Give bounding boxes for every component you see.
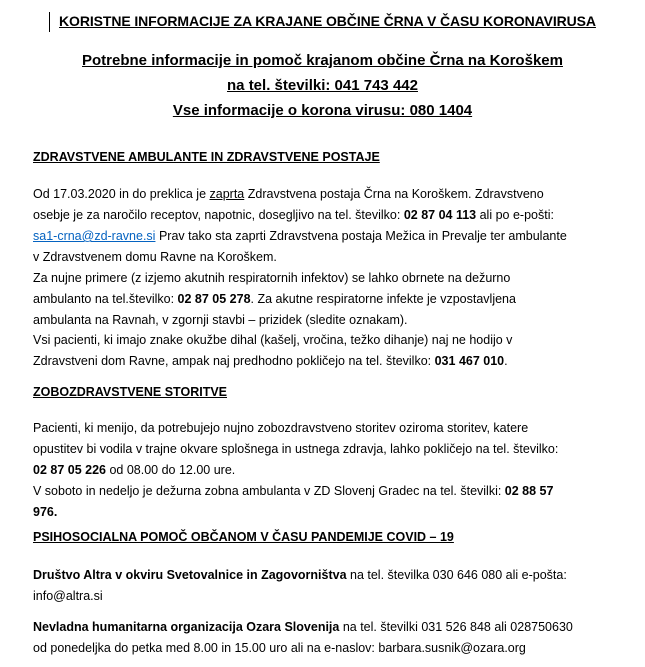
closed-word: zaprta (209, 187, 245, 201)
organization-name: Društvo Altra v okviru Svetovalnice in Zagovorništva (33, 568, 347, 582)
text-line: Vsi pacienti, ki imajo znake okužbe dihal (kašelj, vročina, težko dihanje) naj ne hodijo v (33, 333, 513, 347)
text-line: Pacienti, ki menijo, da potrebujejo nujno zobozdravstveno storitev oziroma storitev, katere (33, 421, 529, 435)
text-run: Prav tako sta zaprti Zdravstvena postaja Mežica in Prevalje ter ambulante (155, 229, 567, 243)
email-link[interactable]: sa1-crna@zd-ravne.si (33, 229, 156, 243)
phone-number: 02 87 05 278 (177, 292, 251, 306)
text-line (33, 460, 613, 481)
text-line (33, 617, 613, 638)
text-line (33, 481, 613, 502)
text-run: ali po e-pošti: (476, 208, 554, 222)
phone-number: 02 87 04 113 (403, 208, 477, 222)
phone-number: 02 87 05 226 (33, 463, 106, 477)
text-line: Za nujne primere (z izjemo akutnih respiratornih infektov) se lahko obrnete na dežurno (33, 271, 511, 285)
text-run: od 08.00 do 12.00 ure. (106, 463, 236, 477)
ambulante-paragraph-2 (33, 330, 613, 372)
heading-zobozdravstvene: ZOBOZDRAVSTVENE STORITVE (33, 385, 228, 399)
zobo-paragraph (33, 418, 613, 523)
text-line (33, 205, 613, 226)
text-run: . (504, 354, 508, 368)
text-run: V soboto in nedeljo je dežurna zobna ambulanta v ZD Slovenj Gradec na tel. številki: (33, 484, 505, 498)
phone-number: 02 88 57 (504, 484, 554, 498)
ambulante-paragraph-1 (33, 184, 613, 331)
text-run: Zdravstveni dom Ravne, ampak naj predhodno pokličejo na tel. številko: (33, 354, 435, 368)
heading-psihosocialna: PSIHOSOCIALNA POMOČ OBČANOM V ČASU PANDEMIJE COVID – 19 (33, 530, 454, 544)
text-run: . Za akutne respiratorne infekte je vzpostavljena (250, 292, 516, 306)
text-run: na tel. številka 030 646 080 ali e-pošta: (346, 568, 567, 582)
text-run: Od 17.03.2020 in do preklica je (33, 187, 210, 201)
text-line: od ponedeljka do petka med 8.00 in 15.00 uro ali na e-naslov: barbara.susnik@ozara.org (33, 641, 526, 655)
text-line: ambulanta na Ravnah, v zgornji stavbi – prizidek (sledite oznakam). (33, 313, 408, 327)
text-line (33, 502, 613, 523)
organization-name: Nevladna humanitarna organizacija Ozara Slovenija (33, 620, 340, 634)
info-line-2: na tel. številki: 041 743 442 (227, 77, 418, 94)
text-line (33, 565, 613, 586)
text-line (33, 351, 613, 372)
info-line-1: Potrebne informacije in pomoč krajanom občine Črna na Koroškem (82, 52, 563, 69)
text-line: info@altra.si (33, 589, 103, 603)
ozara-paragraph (33, 617, 613, 659)
altra-paragraph (33, 565, 613, 607)
text-line (33, 289, 613, 310)
info-line-3: Vse informacije o korona virusu: 080 1404 (172, 102, 473, 119)
text-line: opustitev bi vodila v trajne okvare splošnega in ustnega zdravja, lahko pokličejo na tel. številko: (33, 442, 559, 456)
text-line: v Zdravstvenem domu Ravne na Koroškem. (33, 250, 277, 264)
document-title: KORISTNE INFORMACIJE ZA KRAJANE OBČINE ČRNA V ČASU KORONAVIRUSA (59, 13, 596, 29)
text-run: ambulanto na tel.številko: (33, 292, 178, 306)
text-run: osebje je za naročilo receptov, napotnic, dosegljivo na tel. številko: (33, 208, 404, 222)
phone-number: 976. (33, 505, 58, 519)
phone-number: 031 467 010 (434, 354, 505, 368)
text-line (33, 226, 613, 247)
text-run: na tel. številki 031 526 848 ali 028750630 (339, 620, 573, 634)
heading-ambulante: ZDRAVSTVENE AMBULANTE IN ZDRAVSTVENE POSTAJE (33, 150, 380, 164)
text-run: Zdravstvena postaja Črna na Koroškem. Zdravstveno (244, 187, 544, 201)
text-line (33, 184, 613, 205)
